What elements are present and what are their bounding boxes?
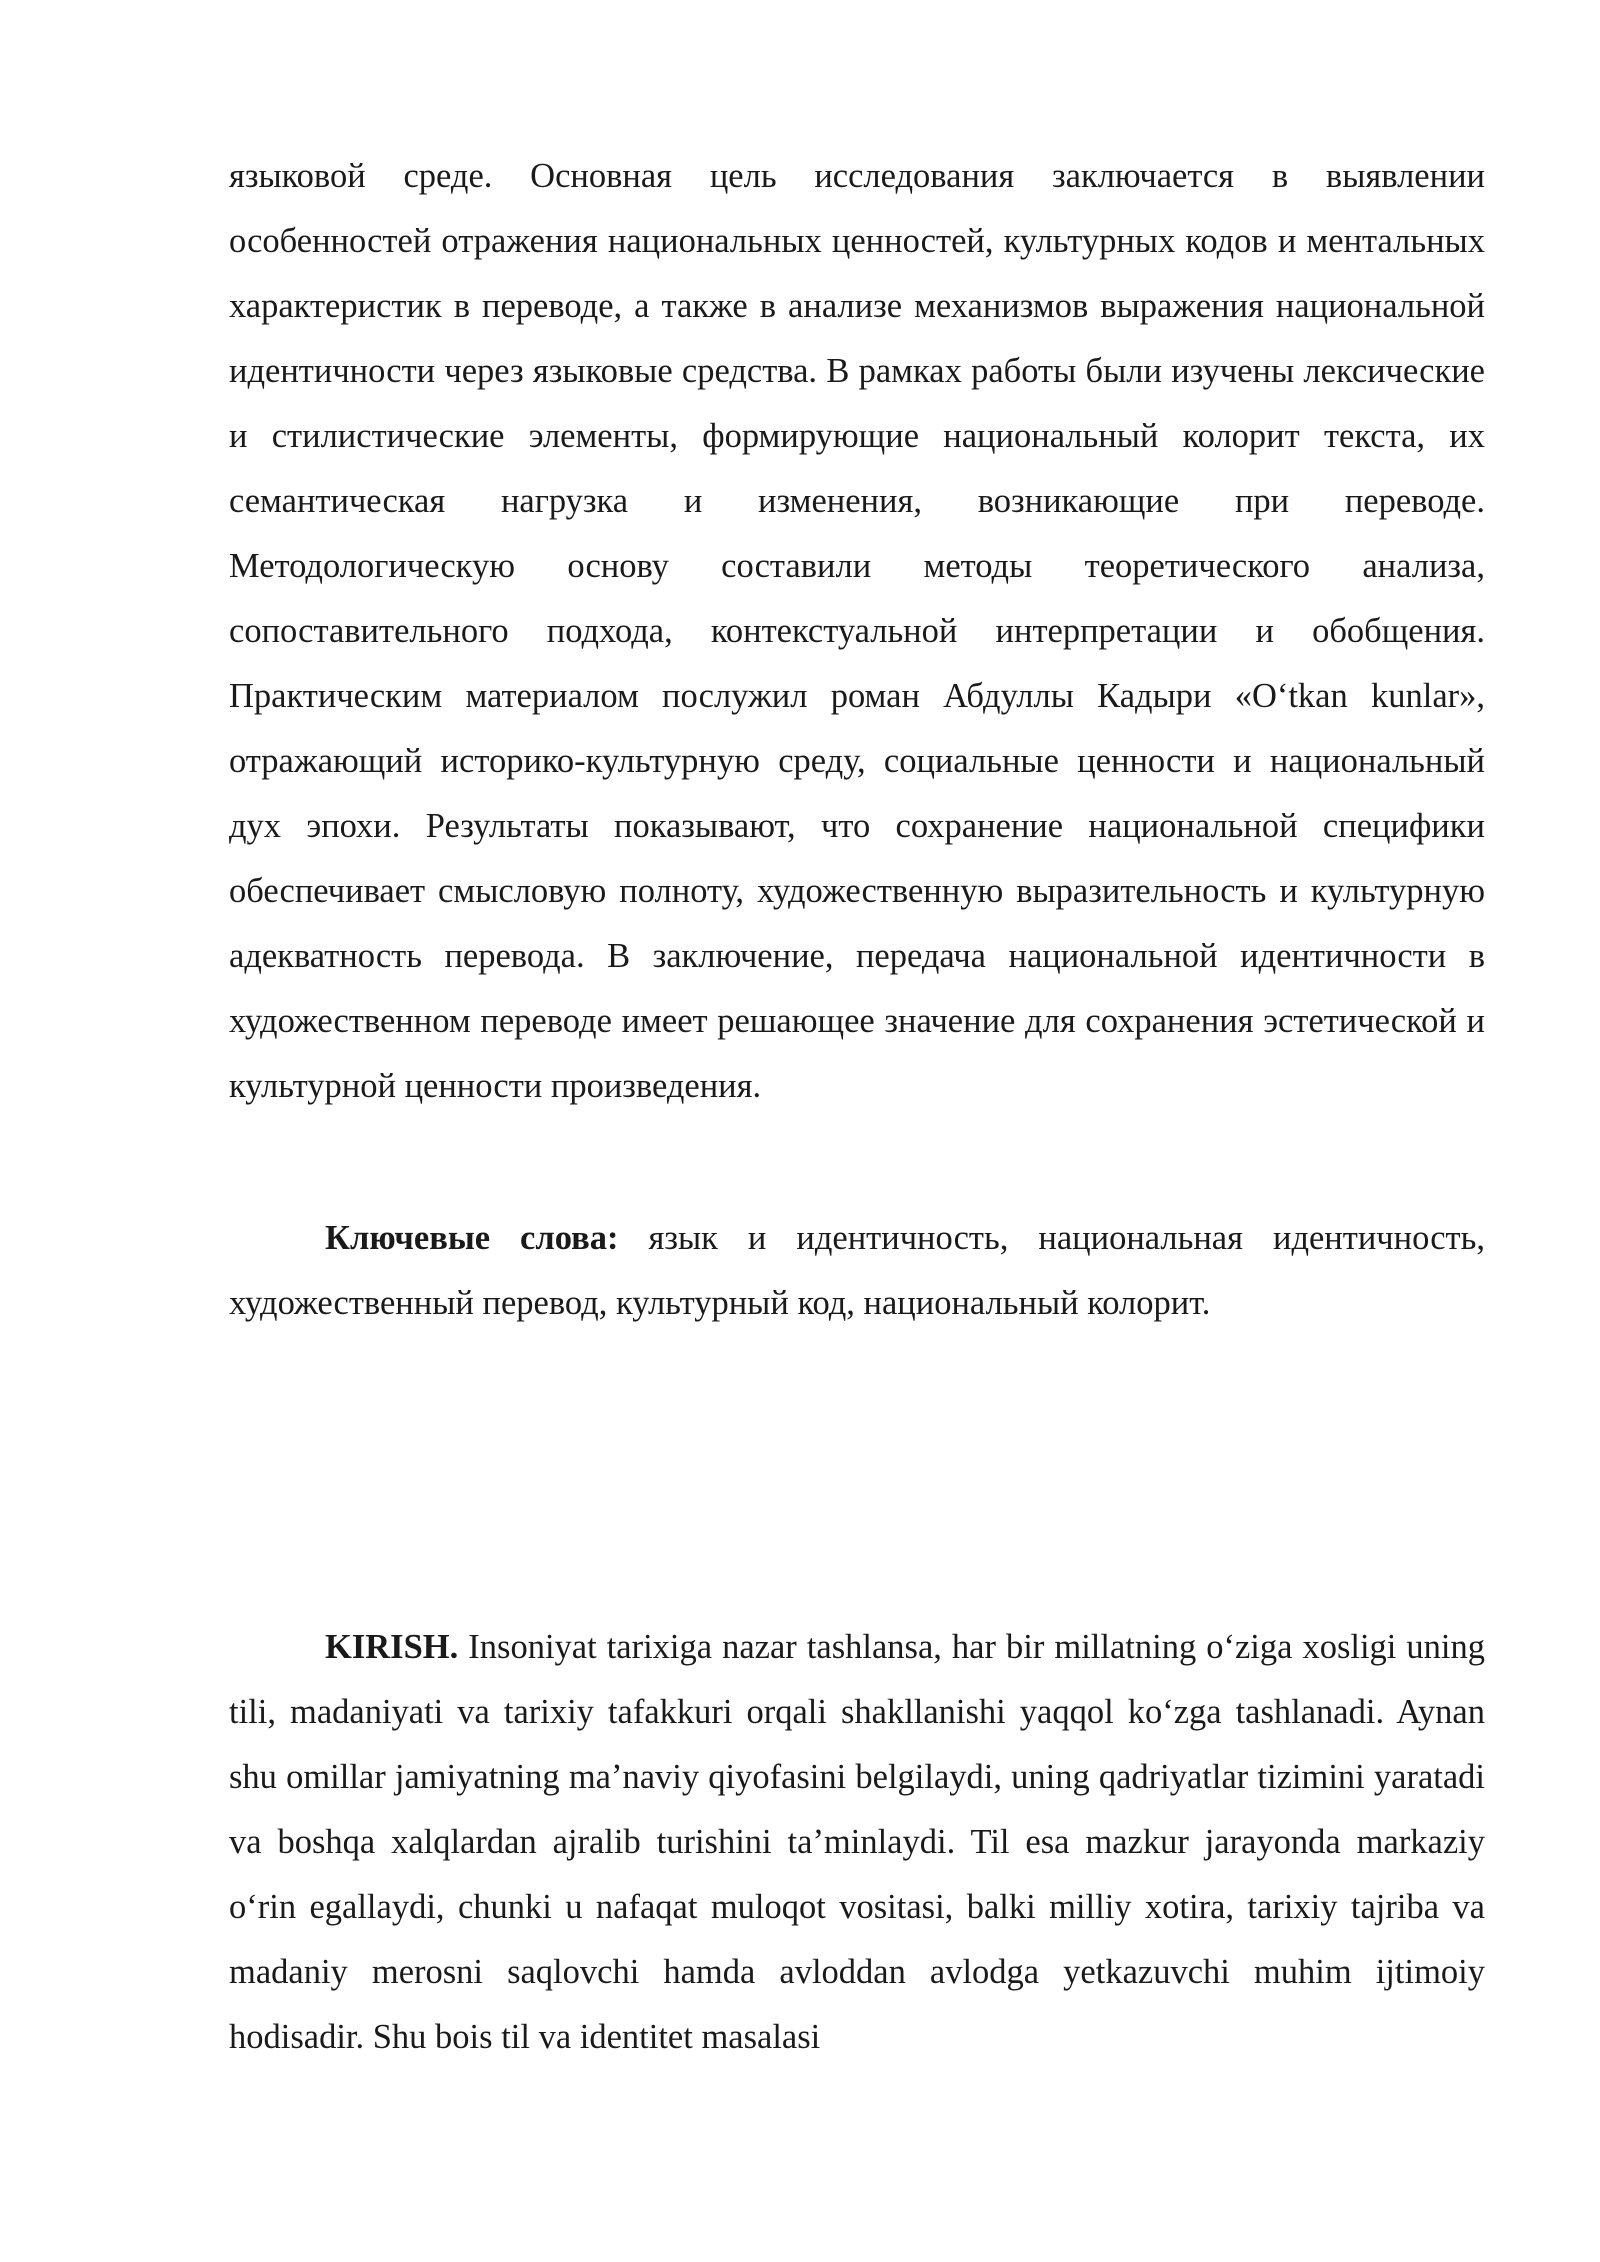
intro-paragraph [229,1615,1485,2070]
intro-text: Insoniyat tarixiga nazar tashlansa, har bir millatning oʻziga xosligi uning tili, madaniyati va tarixiy tafakkuri orqali shakllanishi yaqqol koʻzga tashlanadi. Aynan shu omillar jamiyatning maʼnaviy qiyofasini belgilaydi, uning qadriyatlar tizimini yaratadi va boshqa xalqlardan ajralib turishini taʼminlaydi. Til esa mazkur jarayonda markaziy oʻrin egallaydi, chunki u nafaqat muloqot vositasi, balki milliy xotira, tarixiy tajriba va madaniy merosni saqlovchi hamda avloddan avlodga yetkazuvchi muhim ijtimoiy hodisadir. Shu bois til va identitet masalasi [229,1628,1485,2056]
keywords-paragraph [229,1206,1485,1336]
abstract-paragraph: языковой среде. Основная цель исследования заключается в выявлении особенностей отражения национальных ценностей, культурных кодов и ментальных характеристик в переводе, а также в анализе механизмов выражения национальной идентичности через языковые средства. В рамках работы были изучены лексические и стилистические элементы, формирующие национальный колорит текста, их семантическая нагрузка и изменения, возникающие при переводе. Методологическую основу составили методы теоретического анализа, сопоставительного подхода, контекстуальной интерпретации и обобщения. Практическим материалом послужил роман Абдуллы Кадыри «Oʻtkan kunlar», отражающий историко-культурную среду, социальные ценности и национальный дух эпохи. Результаты показывают, что сохранение национальной специфики обеспечивает смысловую полноту, художественную выразительность и культурную адекватность перевода. В заключение, передача национальной идентичности в художественном переводе имеет решающее значение для сохранения эстетической и культурной ценности произведения. [229,157,1485,1105]
keywords-text: язык и идентичность, национальная идентичность, художественный перевод, культурный код, национальный колорит. [229,1219,1485,1322]
intro-heading: KIRISH. [325,1628,459,1666]
keywords-label: Ключевые слова: [325,1219,619,1257]
